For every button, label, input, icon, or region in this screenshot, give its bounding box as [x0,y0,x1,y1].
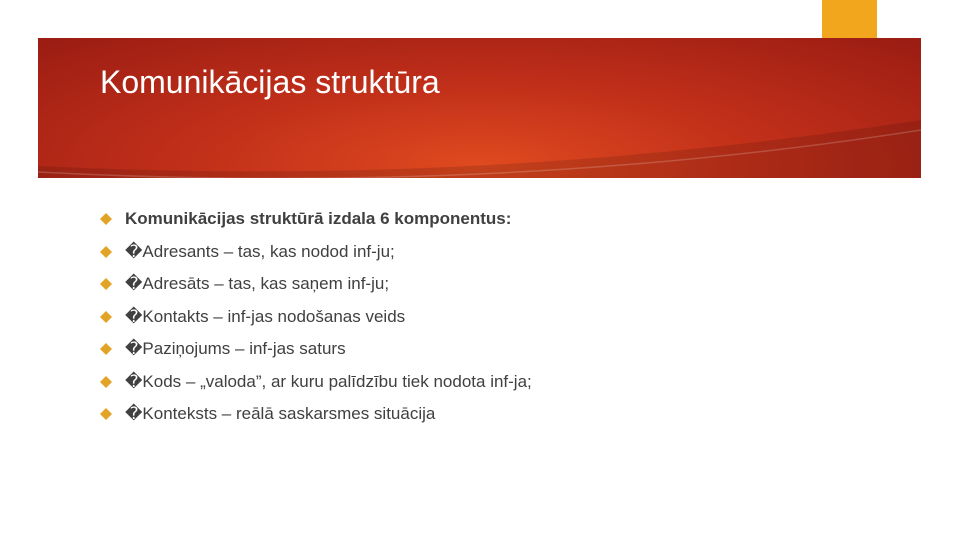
bullet-text: �Adresāts – tas, kas saņem inf-ju; [125,274,390,294]
bullet-text: �Konteksts – reālā saskarsmes situācija [125,404,436,424]
bullet-item [100,398,532,431]
bullet-list [100,203,532,431]
bullet-item [100,268,532,301]
bullet-text: �Paziņojums – inf-jas saturs [125,339,346,359]
bullet-item [100,236,532,269]
diamond-bullet-icon [100,311,112,323]
header-band [38,38,921,178]
diamond-bullet-icon [100,376,112,388]
bullet-item [100,366,532,399]
diamond-bullet-icon [100,213,112,225]
bullet-text: Komunikācijas struktūrā izdala 6 komponentus: [125,209,512,229]
bullet-item [100,301,532,334]
header-swoosh-decoration [38,38,921,178]
bullet-text: �Kontakts – inf-jas nodošanas veids [125,306,406,326]
diamond-bullet-icon [100,246,112,258]
bullet-item [100,203,532,236]
bullet-text: �Adresants – tas, kas nodod inf-ju; [125,241,395,261]
bullet-text: �Kods – „valoda”, ar kuru palīdzību tiek nodota inf-ja; [125,371,532,391]
diamond-bullet-icon [100,343,112,355]
diamond-bullet-icon [100,278,112,290]
bullet-item [100,333,532,366]
diamond-bullet-icon [100,408,112,420]
slide-title: Komunikācijas struktūra [100,64,440,100]
